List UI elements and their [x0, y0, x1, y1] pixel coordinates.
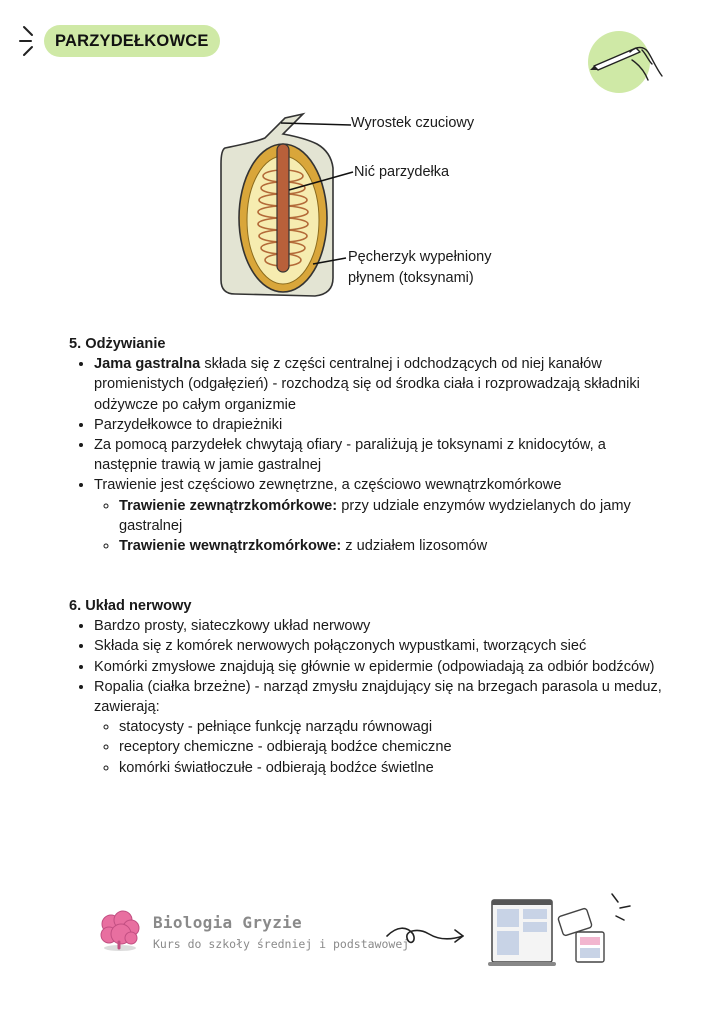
- list-item: • Parzydełkowce to drapieżniki: [94, 415, 669, 435]
- section-heading: 6. Układ nerwowy: [69, 598, 192, 614]
- section-nutrition: [69, 334, 669, 556]
- nervous-list: [69, 616, 669, 778]
- digestion-sublist: [94, 496, 669, 557]
- list-item: • Ropalia (ciałka brzeżne) - narząd zmysłu znajdujący się na brzegach parasola u meduz, zawierają: ◦ statocysty - pełniące funkcję narządu równowagi ◦ receptory chemiczne - odbierają bodźce chemiczne ◦ komórki światłoczułe - odbierają bodźce świetlne: [94, 677, 669, 778]
- nutrition-list: [69, 354, 669, 556]
- thread-shaft: [277, 144, 289, 272]
- list-item: ◦ receptory chemiczne - odbierają bodźce chemiczne: [119, 737, 669, 757]
- list-item: ◦ Trawienie zewnątrzkomórkowe: przy udziale enzymów wydzielanych do jamy gastralnej: [119, 496, 669, 536]
- section-nervous-system: [69, 596, 669, 778]
- section-heading: 5. Odżywianie: [69, 336, 166, 352]
- list-item: • Komórki zmysłowe znajdują się głównie w epidermie (odpowiadają za odbiór bodźców): [94, 657, 669, 677]
- page-title: PARZYDEŁKOWCE: [44, 25, 220, 57]
- brand-subtitle: Kurs do szkoły średniej i podstawowej: [153, 937, 410, 951]
- list-item: ◦ Trawienie wewnątrzkomórkowe: z udziałem lizosomów: [119, 536, 669, 556]
- curly-arrow-icon: [385, 918, 467, 952]
- list-item: • Jama gastralna składa się z części centralnej i odchodzących od niej kanałów promienistych (odgałęzień) - rozchodzą się od środka ciała i rozprowadzają składniki odżywcze po całym organizmie: [94, 354, 669, 415]
- list-item: • Bardzo prosty, siateczkowy układ nerwowy: [94, 616, 669, 636]
- brand-name: Biologia Gryzie: [153, 913, 302, 932]
- list-item: • Za pomocą parzydełek chwytają ofiary - paraliżują je toksynami z knidocytów, a następnie trawią w jamie gastralnej: [94, 435, 669, 475]
- label-bubble: Pęcherzyk wypełniony płynem (toksynami): [348, 249, 492, 286]
- devices-mockup-icon: [488, 892, 638, 972]
- ropalia-sublist: [94, 717, 669, 778]
- brain-logo-icon: [97, 908, 143, 954]
- list-item: • Trawienie jest częściowo zewnętrzne, a częściowo wewnątrzkomórkowe ◦ Trawienie zewnątrzkomórkowe: przy udziale enzymów wydzielanych do jamy gastralnej ◦ Trawienie wewnątrzkomórkowe: z udziałem lizosomów: [94, 475, 669, 556]
- list-item: ◦ komórki światłoczułe - odbierają bodźce świetlne: [119, 758, 669, 778]
- list-item: ◦ statocysty - pełniące funkcję narządu równowagi: [119, 717, 669, 737]
- list-item: • Składa się z komórek nerwowych połączonych wypustkami, tworzących sieć: [94, 636, 669, 656]
- label-thread: Nić parzydełka: [354, 164, 450, 180]
- sparkle-icon: [18, 24, 42, 58]
- label-tentacle: Wyrostek czuciowy: [351, 115, 475, 131]
- hand-writing-icon: [586, 30, 666, 100]
